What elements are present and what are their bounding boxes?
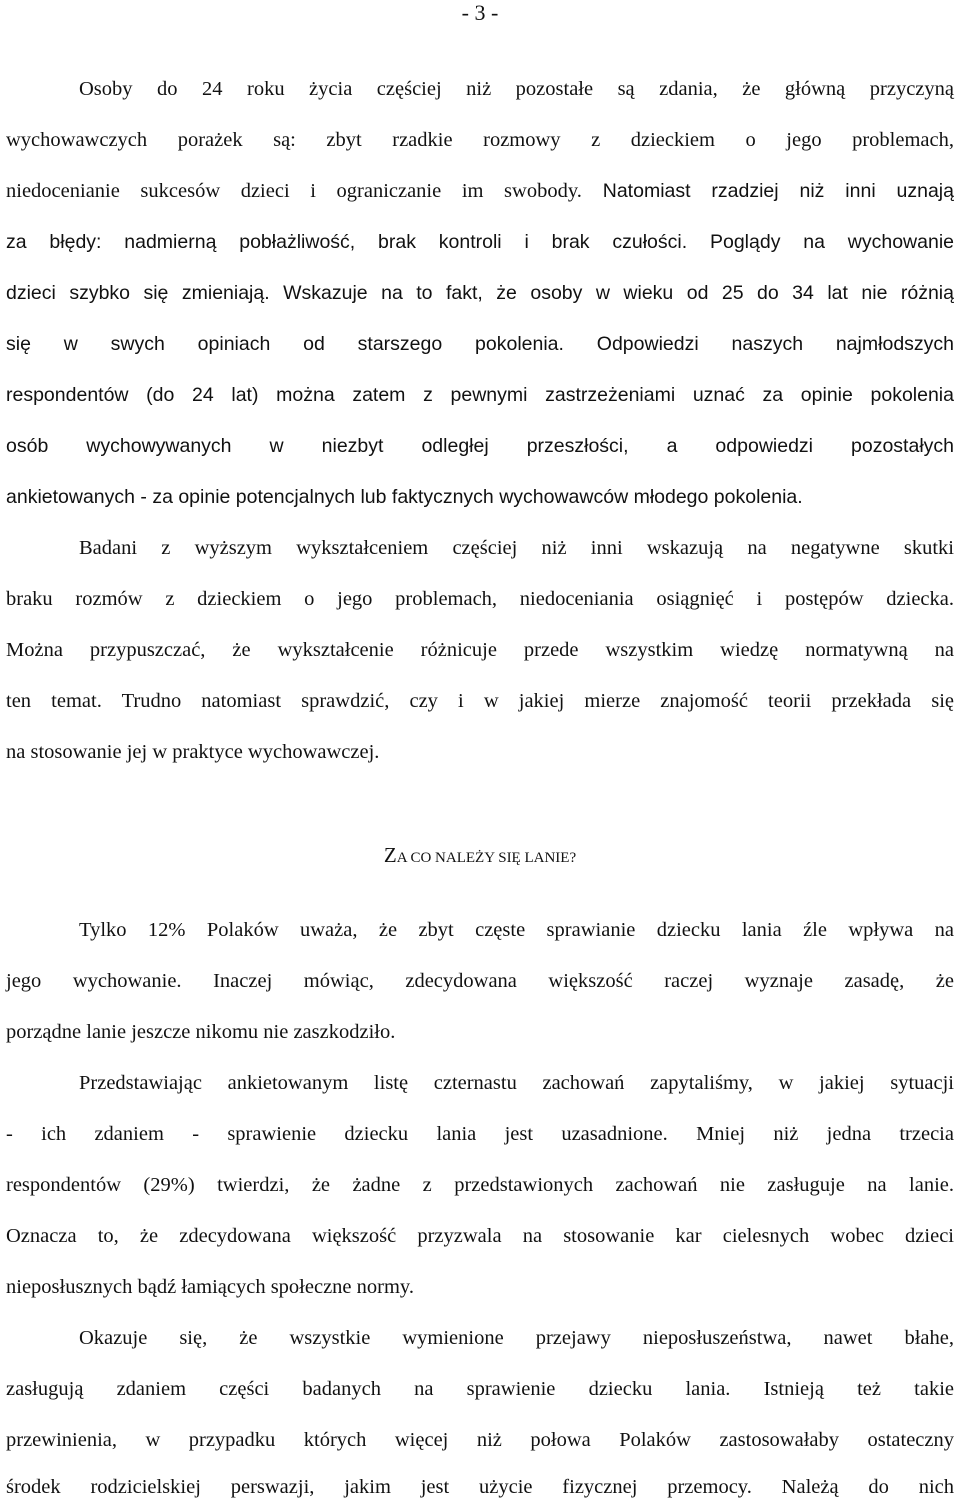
section-heading: ZA CO NALEŻY SIĘ LANIE? — [383, 843, 577, 867]
text-line: Okazuje się, że wszystkie wymienione przejawy nieposłuszeństwa, nawet błahe, — [79, 1327, 954, 1349]
text-line: respondentów (29%) twierdzi, że żadne z przedstawionych zachowań nie zasługuje na lanie. — [6, 1174, 954, 1196]
text-line: na stosowanie jej w praktyce wychowawczej. — [6, 741, 380, 763]
text-line: jego wychowanie. Inaczej mówiąc, zdecydowana większość raczej wyznaje zasadę, że — [6, 970, 954, 992]
text-line: ankietowanych - za opinie potencjalnych lub faktycznych wychowawców młodego pokolenia. — [6, 486, 803, 508]
text-line: Tylko 12% Polaków uważa, że zbyt częste sprawianie dziecku lania źle wpływa na — [79, 919, 954, 941]
text-line: przewinienia, w przypadku których więcej niż połowa Polaków zastosowałaby ostateczny — [6, 1429, 954, 1451]
text-line: - ich zdaniem - sprawienie dziecku lania jest uzasadnione. Mniej niż jedna trzecia — [6, 1123, 954, 1145]
text-line: respondentów (do 24 lat) można zatem z pewnymi zastrzeżeniami uznać za opinie pokolenia — [6, 384, 954, 406]
text-line: środek rodzicielskiej perswazji, jakim jest użycie fizycznej przemocy. Należą do nich — [6, 1476, 955, 1498]
text-line: braku rozmów z dzieckiem o jego problemach, niedoceniania osiągnięć i postępów dziecka. — [6, 588, 954, 610]
text-line: osób wychowywanych w niezbyt odległej przeszłości, a odpowiedzi pozostałych — [6, 435, 954, 457]
text-line: niedocenianie sukcesów dzieci i ograniczanie im swobody. Natomiast rzadziej niż inni uznają — [6, 180, 954, 202]
text-line: Można przypuszczać, że wykształcenie różnicuje przede wszystkim wiedzę normatywną na — [6, 639, 954, 661]
text-line: nieposłusznych bądź łamiących społeczne normy. — [6, 1276, 414, 1298]
text-line: się w swych opiniach od starszego pokolenia. Odpowiedzi naszych najmłodszych — [6, 333, 955, 355]
text-line: porządne lanie jeszcze nikomu nie zaszkodziło. — [6, 1021, 396, 1043]
text-line: Badani z wyższym wykształceniem częściej niż inni wskazują na negatywne skutki — [79, 537, 954, 559]
text-line: ten temat. Trudno natomiast sprawdzić, czy i w jakiej mierze znajomość teorii przekłada się — [6, 690, 954, 712]
text-line: Przedstawiając ankietowanym listę czternastu zachowań zapytaliśmy, w jakiej sytuacji — [79, 1072, 954, 1094]
page-number: - 3 - — [461, 0, 499, 25]
text-line: za błędy: nadmierną pobłażliwość, brak kontroli i brak czułości. Poglądy na wychowanie — [6, 231, 954, 253]
text-line: Oznacza to, że zdecydowana większość przyzwala na stosowanie kar cielesnych wobec dzieci — [6, 1225, 954, 1247]
text-line: zasługują zdaniem części badanych na sprawienie dziecku lania. Istnieją też takie — [6, 1378, 954, 1400]
text-line: dzieci szybko się zmieniają. Wskazuje na to fakt, że osoby w wieku od 25 do 34 lat nie różnią — [6, 282, 954, 304]
text-line: wychowawczych porażek są: zbyt rzadkie rozmowy z dzieckiem o jego problemach, — [6, 129, 954, 151]
text-line: Osoby do 24 roku życia częściej niż pozostałe są zdania, że główną przyczyną — [79, 78, 954, 100]
